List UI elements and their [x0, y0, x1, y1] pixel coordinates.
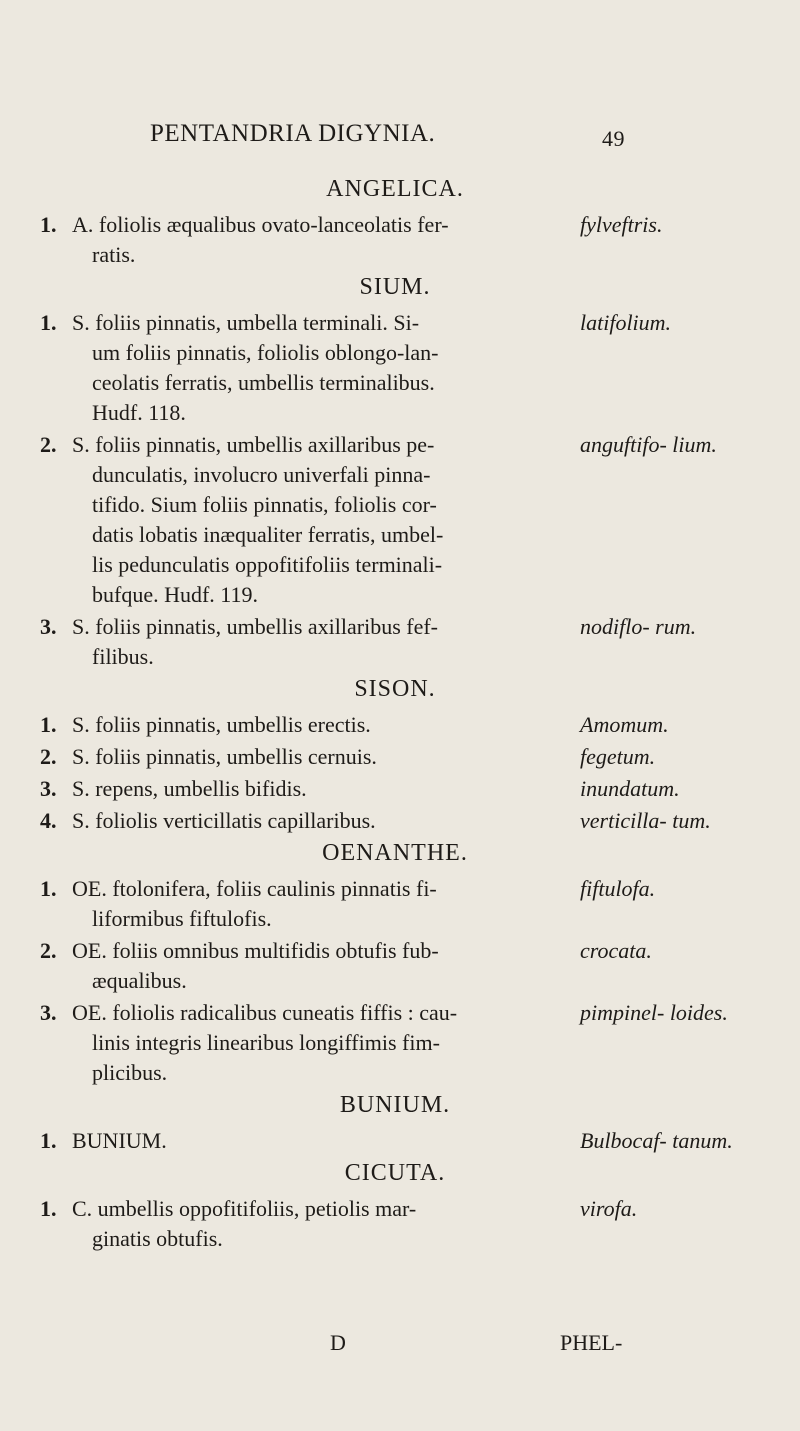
- species-name: virofa.: [580, 1196, 638, 1221]
- species-entry: [40, 210, 750, 270]
- description-line: OE. ftolonifera, foliis caulinis pinnatis fi-: [72, 876, 437, 901]
- species-name: fegetum.: [580, 744, 656, 769]
- species-name: Amomum.: [580, 712, 669, 737]
- entry-number: 3.: [40, 1000, 57, 1025]
- species-entry: [40, 1194, 750, 1254]
- description-line: filibus.: [92, 644, 154, 669]
- entry-description: [72, 874, 580, 934]
- genus-heading: BUNIUM.: [339, 1092, 451, 1118]
- entry-description: [72, 806, 580, 836]
- species-name: fylveftris.: [580, 212, 663, 237]
- species-name: crocata.: [580, 938, 652, 963]
- species-name: anguftifo- lium.: [580, 432, 717, 457]
- species-entry: [40, 308, 750, 428]
- catchword: PHEL-: [560, 1330, 623, 1355]
- genus-heading: SISON.: [354, 676, 436, 702]
- species-name: nodiflo- rum.: [580, 614, 697, 639]
- description-line: OE. foliis omnibus multifidis obtufis fub-: [72, 938, 439, 963]
- description-line: linis integris linearibus longiffimis fim-: [92, 1030, 440, 1055]
- species-name: inundatum.: [580, 776, 680, 801]
- entry-description: [72, 308, 580, 428]
- species-name: fiftulofa.: [580, 876, 656, 901]
- entry-number: 1.: [40, 212, 57, 237]
- description-line: S. foliis pinnatis, umbellis erectis.: [72, 712, 371, 737]
- species-entry: [40, 430, 750, 610]
- entry-number: 1.: [40, 1196, 57, 1221]
- description-line: ceolatis ferratis, umbellis terminalibus.: [92, 370, 435, 395]
- species-entry: [40, 710, 750, 740]
- entry-number: 3.: [40, 614, 57, 639]
- description-line: S. foliis pinnatis, umbellis cernuis.: [72, 744, 377, 769]
- signature-mark: D: [330, 1330, 346, 1355]
- entry-number: 1.: [40, 712, 57, 737]
- genus-heading: SIUM.: [359, 274, 431, 300]
- description-line: OE. foliolis radicalibus cuneatis fiffis : cau-: [72, 1000, 458, 1025]
- entry-description: [72, 742, 580, 772]
- species-entry: [40, 612, 750, 672]
- description-line: BUNIUM.: [72, 1128, 167, 1153]
- entry-description: [72, 710, 580, 740]
- description-line: S. repens, umbellis bifidis.: [72, 776, 307, 801]
- description-line: bufque. Hudf. 119.: [92, 582, 258, 607]
- text-body: [40, 172, 750, 1256]
- description-line: S. foliis pinnatis, umbella terminali. Si-: [72, 310, 420, 335]
- entry-description: [72, 1126, 580, 1156]
- entry-number: 3.: [40, 776, 57, 801]
- genus-heading: ANGELICA.: [326, 176, 464, 202]
- entry-number: 4.: [40, 808, 57, 833]
- description-line: datis lobatis inæqualiter ferratis, umbel-: [92, 522, 444, 547]
- species-entry: [40, 1126, 750, 1156]
- description-line: S. foliis pinnatis, umbellis axillaribus pe-: [72, 432, 435, 457]
- entry-description: [72, 774, 580, 804]
- description-line: lis pedunculatis oppofitifoliis terminali-: [92, 552, 443, 577]
- species-entry: [40, 936, 750, 996]
- description-line: ratis.: [92, 242, 136, 267]
- entry-number: 2.: [40, 938, 57, 963]
- header-title: PENTANDRIA DIGYNIA.: [150, 120, 436, 147]
- species-name: latifolium.: [580, 310, 672, 335]
- species-entry: [40, 742, 750, 772]
- species-entry: [40, 874, 750, 934]
- entry-description: [72, 1194, 580, 1254]
- description-line: plicibus.: [92, 1060, 168, 1085]
- entry-number: 1.: [40, 876, 57, 901]
- description-line: tifido. Sium foliis pinnatis, foliolis cor-: [92, 492, 437, 517]
- species-name: pimpinel- loides.: [580, 1000, 728, 1025]
- entry-description: [72, 998, 580, 1088]
- description-line: æqualibus.: [92, 968, 187, 993]
- description-line: S. foliolis verticillatis capillaribus.: [72, 808, 376, 833]
- entry-number: 1.: [40, 1128, 57, 1153]
- entry-description: [72, 210, 580, 270]
- description-line: ginatis obtufis.: [92, 1226, 223, 1251]
- description-line: C. umbellis oppofitifoliis, petiolis mar-: [72, 1196, 417, 1221]
- entry-description: [72, 936, 580, 996]
- entry-number: 1.: [40, 310, 57, 335]
- description-line: A. foliolis æqualibus ovato-lanceolatis fer-: [72, 212, 449, 237]
- species-name: Bulbocaf- tanum.: [580, 1128, 733, 1153]
- running-header: [150, 120, 625, 151]
- description-line: S. foliis pinnatis, umbellis axillaribus fef-: [72, 614, 439, 639]
- species-entry: [40, 998, 750, 1088]
- entry-description: [72, 430, 580, 610]
- genus-heading: CICUTA.: [344, 1160, 446, 1186]
- description-line: dunculatis, involucro univerfali pinna-: [92, 462, 431, 487]
- page-number: 49: [602, 126, 625, 151]
- genus-heading: OENANTHE.: [322, 840, 468, 866]
- species-entry: [40, 774, 750, 804]
- entry-number: 2.: [40, 432, 57, 457]
- description-line: Hudf. 118.: [92, 400, 186, 425]
- species-name: verticilla- tum.: [580, 808, 711, 833]
- species-entry: [40, 806, 750, 836]
- description-line: liformibus fiftulofis.: [92, 906, 272, 931]
- entry-number: 2.: [40, 744, 57, 769]
- description-line: um foliis pinnatis, foliolis oblongo-lan-: [92, 340, 439, 365]
- entry-description: [72, 612, 580, 672]
